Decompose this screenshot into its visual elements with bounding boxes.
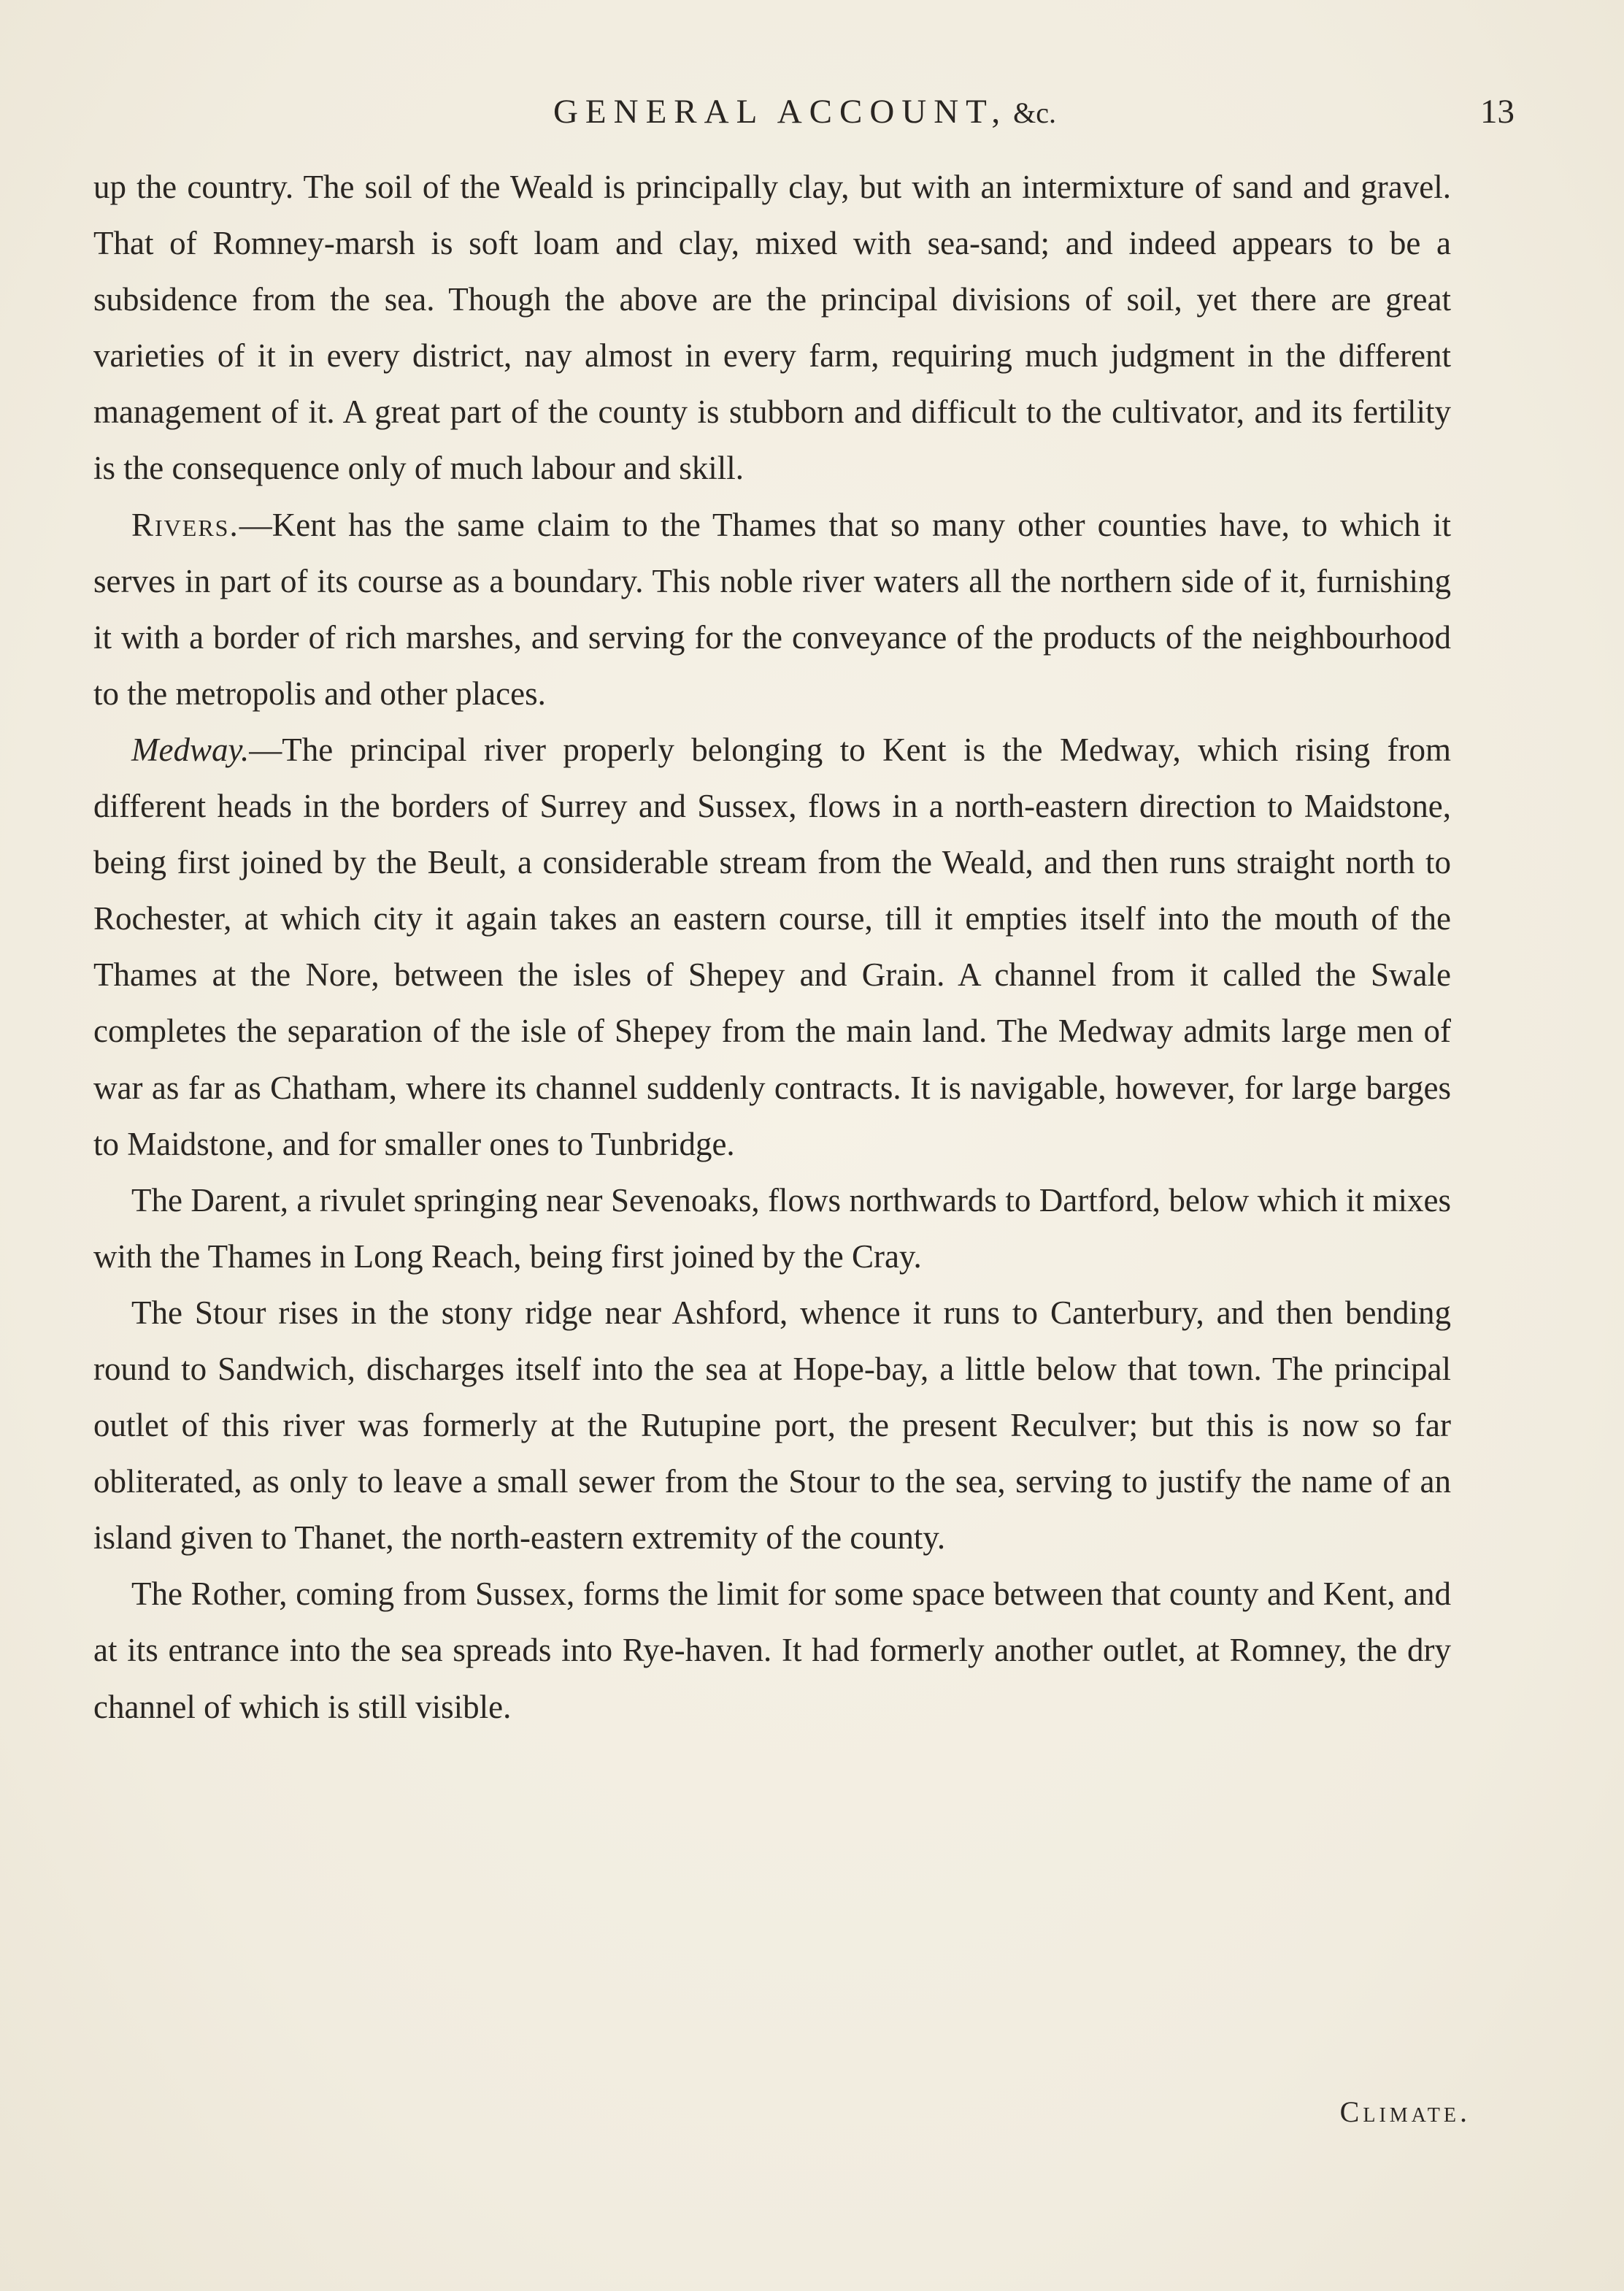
section-heading-medway: Medway. — [131, 731, 250, 768]
paragraph-rivers — [93, 497, 1451, 722]
paragraph-soil — [93, 159, 1451, 497]
running-title — [95, 86, 1515, 139]
running-title-text: GENERAL ACCOUNT, — [553, 93, 1008, 131]
paragraph-text: The Rother, coming from Sussex, forms the limit for some space between that county and Kent, and at its entrance into the sea spreads into Rye-haven. It had formerly another outlet, at Romney, the dry channel of which is still visible. — [93, 1576, 1451, 1725]
running-title-suffix: &c. — [1013, 96, 1057, 129]
paragraph-text: The Darent, a rivulet springing near Sevenoaks, flows northwards to Dartford, below which it mixes with the Thames in Long Reach, being first joined by the Cray. — [93, 1181, 1451, 1275]
paragraph-darent — [93, 1173, 1451, 1285]
paragraph-text: The Stour rises in the stony ridge near Ashford, whence it runs to Canterbury, and then bending round to Sandwich, discharges itself into the sea at Hope-bay, a little below that town. The principal outlet of this river was formerly at the Rutupine port, the present Reculver; but this is now so far obliterated, as only to leave a small sewer from the Stour to the sea, serving to justify the name of an island given to Thanet, the north-eastern extremity of the county. — [93, 1294, 1451, 1557]
catchword: Climate. — [1339, 2095, 1471, 2128]
paragraph-medway — [93, 722, 1451, 1173]
page-number: 13 — [1480, 93, 1515, 131]
paragraph-rother — [93, 1566, 1451, 1735]
section-heading-rivers: Rivers. — [131, 506, 239, 543]
body-text — [93, 159, 1451, 1735]
paragraph-stour — [93, 1285, 1451, 1566]
paragraph-text: —Kent has the same claim to the Thames that so many other counties have, to which it serves in part of its course as a boundary. This noble river waters all the northern side of it, furnishing it with a border of rich marshes, and serving for the conveyance of the products of the neighbourhood to the metropolis and other places. — [93, 506, 1451, 712]
paragraph-text: up the country. The soil of the Weald is principally clay, but with an intermixture of sand and gravel. That of Romney-marsh is soft loam and clay, mixed with sea-sand; and indeed appears to be a subsidence from the sea. Though the above are the principal divisions of soil, yet there are great varieties of it in every district, nay almost in every farm, requiring much judgment in the different management of it. A great part of the county is stubborn and difficult to the cultivator, and its fertility is the consequence only of much labour and skill. — [93, 169, 1451, 487]
paragraph-text: —The principal river properly belonging to Kent is the Medway, which rising from different heads in the borders of Surrey and Sussex, flows in a north-eastern direction to Maidstone, being first joined by the Beult, a considerable stream from the Weald, and then runs straight north to Rochester, at which city it again takes an eastern course, till it empties itself into the mouth of the Thames at the Nore, between the isles of Shepey and Grain. A channel from it called the Swale completes the separation of the isle of Shepey from the main land. The Medway admits large men of war as far as Chatham, where its channel suddenly contracts. It is navigable, however, for large barges to Maidstone, and for smaller ones to Tunbridge. — [93, 731, 1451, 1162]
running-head — [95, 86, 1515, 137]
